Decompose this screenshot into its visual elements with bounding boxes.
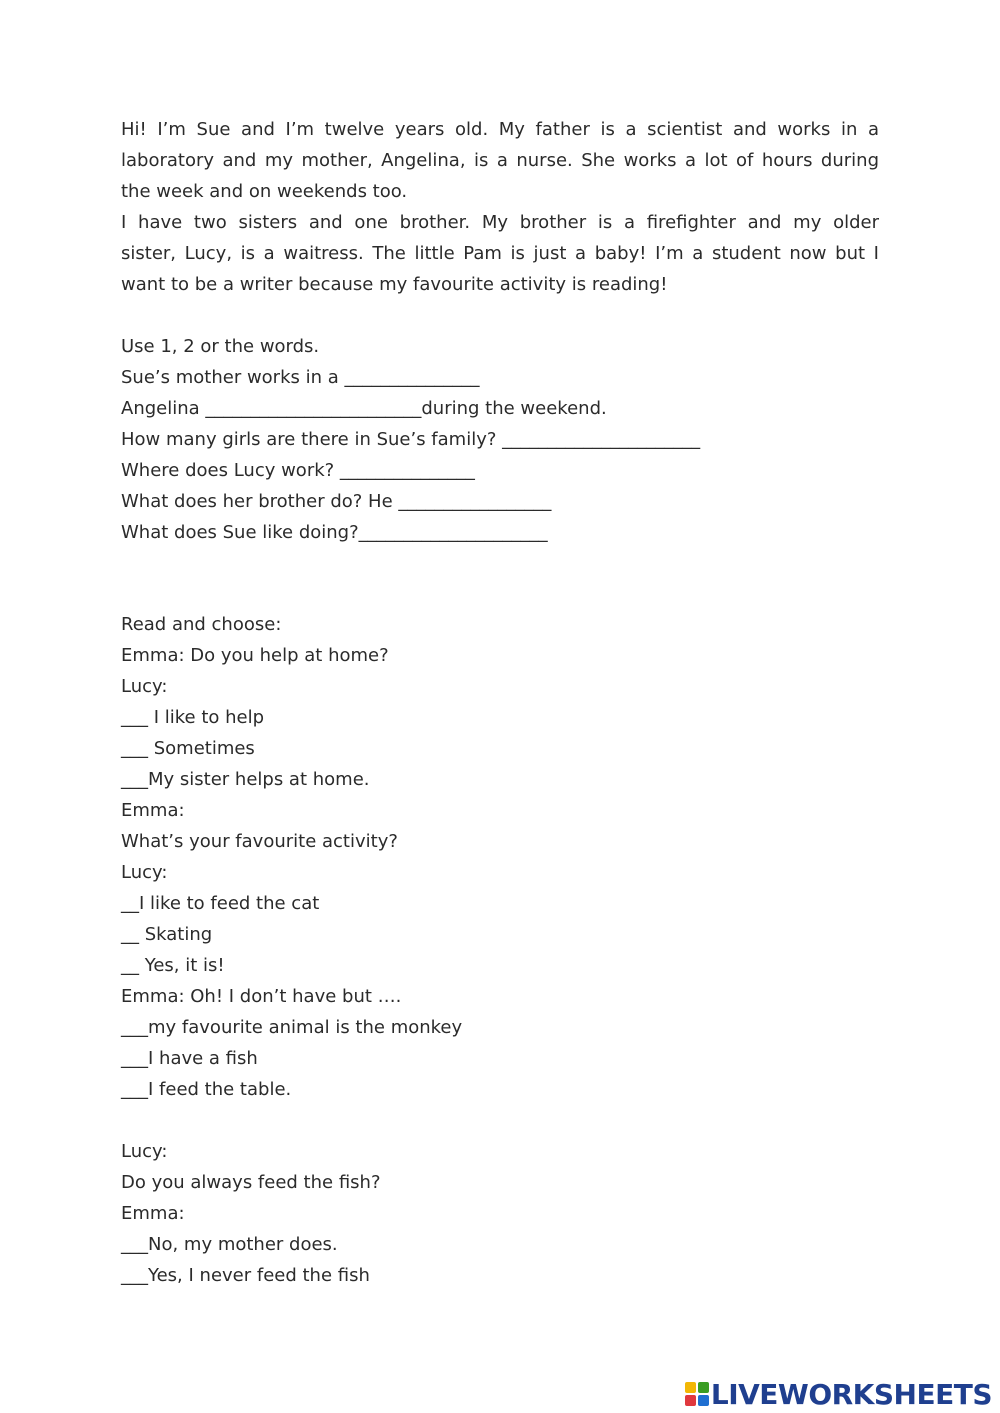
- choice-option: ___ Sometimes: [121, 738, 255, 759]
- dialogue-line: Lucy:: [121, 862, 168, 883]
- dialogue-line: What’s your favourite activity?: [121, 831, 398, 852]
- exercise-read-and-choose: [121, 609, 879, 1291]
- question-line: What does Sue like doing?_____________________: [121, 522, 548, 543]
- logo-square: [685, 1395, 696, 1406]
- choice-option: __ Skating: [121, 924, 213, 945]
- dialogue-line: Emma: Do you help at home?: [121, 645, 389, 666]
- choice-option: ___No, my mother does.: [121, 1234, 338, 1255]
- question-line: What does her brother do? He _________________: [121, 491, 552, 512]
- choice-option: ___I feed the table.: [121, 1079, 292, 1100]
- dialogue-line: Lucy:: [121, 676, 168, 697]
- passage-line: sister, Lucy, is a waitress. The little Pam is just a baby! I’m a student now but I: [121, 243, 879, 264]
- worksheet-content: [121, 114, 879, 1291]
- passage-line: the week and on weekends too.: [121, 181, 408, 202]
- question-line: Where does Lucy work? _______________: [121, 460, 475, 481]
- choice-option: ___ I like to help: [121, 707, 265, 728]
- dialogue-line: Do you always feed the fish?: [121, 1172, 381, 1193]
- dialogue-line: Lucy:: [121, 1141, 168, 1162]
- choice-option: ___My sister helps at home.: [121, 769, 370, 790]
- passage-line: I have two sisters and one brother. My brother is a firefighter and my older: [121, 212, 879, 233]
- logo-square: [685, 1382, 696, 1393]
- choice-option: __I like to feed the cat: [121, 893, 320, 914]
- reading-passage: [121, 114, 879, 300]
- logo-square: [698, 1395, 709, 1406]
- passage-line: Hi! I’m Sue and I’m twelve years old. My father is a scientist and works in a: [121, 119, 879, 140]
- choice-option: ___I have a fish: [121, 1048, 258, 1069]
- passage-line: laboratory and my mother, Angelina, is a nurse. She works a lot of hours during: [121, 150, 879, 171]
- exercise-instruction: Use 1, 2 or the words.: [121, 336, 320, 357]
- exercise-fill-in: [121, 331, 879, 548]
- liveworksheets-logo-icon: [685, 1382, 709, 1406]
- dialogue-line: Emma: Oh! I don’t have but ….: [121, 986, 402, 1007]
- passage-line: want to be a writer because my favourite activity is reading!: [121, 274, 668, 295]
- question-line: How many girls are there in Sue’s family? ______________________: [121, 429, 701, 450]
- exercise-instruction: Read and choose:: [121, 614, 282, 635]
- dialogue-line: Emma:: [121, 800, 185, 821]
- liveworksheets-logo[interactable]: [685, 1376, 992, 1412]
- question-line: Angelina ________________________during the weekend.: [121, 398, 607, 419]
- question-line: Sue’s mother works in a _______________: [121, 367, 480, 388]
- choice-option: ___Yes, I never feed the fish: [121, 1265, 370, 1286]
- logo-square: [698, 1382, 709, 1393]
- dialogue-line: Emma:: [121, 1203, 185, 1224]
- logo-text: LIVEWORKSHEETS: [710, 1377, 992, 1411]
- choice-option: __ Yes, it is!: [121, 955, 225, 976]
- choice-option: ___my favourite animal is the monkey: [121, 1017, 463, 1038]
